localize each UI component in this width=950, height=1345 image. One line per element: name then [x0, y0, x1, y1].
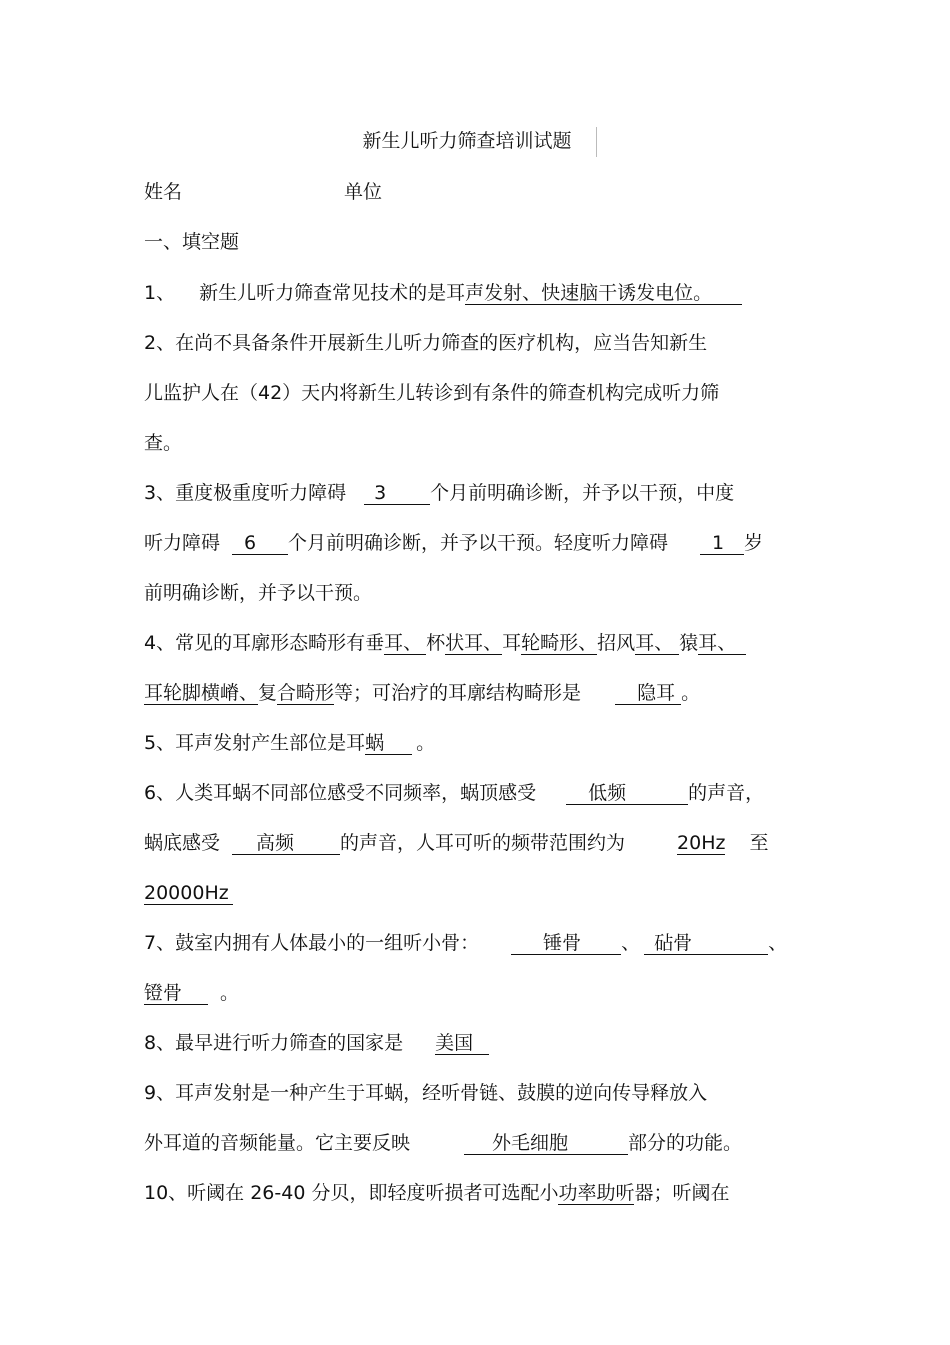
section-heading: 一、填空题 [144, 231, 240, 253]
question-3-line-1: 3、重度极重度听力障碍 3 个月前明确诊断，并予以干预，中度 [144, 482, 735, 504]
answer-blank: 轮畸形、 [521, 632, 598, 654]
question-8: 8、最早进行听力筛查的国家是 美国 [144, 1031, 489, 1055]
answer-blank: 高频 [232, 833, 340, 855]
answer-blank: 耳、 [635, 633, 679, 655]
question-9-line-2: 外耳道的音频能量。它主要反映 外毛细胞 部分的功能。 [144, 1132, 743, 1154]
answer-blank: 耳轮脚横嵴、 [144, 682, 259, 704]
answer-blank: 20000Hz [144, 883, 233, 905]
question-6-line-3 [144, 881, 233, 905]
answer-blank: 隐耳 [615, 683, 681, 705]
header-line [144, 180, 382, 204]
answer-blank: 状耳、 [445, 632, 503, 654]
answer-blank: 合畸形 [277, 682, 335, 704]
question-5: 5、耳声发射产生部位是耳蜗 。 [144, 732, 436, 754]
question-2-line-3: 查。 [144, 432, 183, 454]
question-2-line-2: 儿监护人在（42）天内将新生儿转诊到有条件的筛查机构完成听力筛 [144, 382, 720, 404]
question-4-line-1: 4、常见的耳廓形态畸形有垂耳、 杯状耳、耳轮畸形、招风耳、 猿耳、 [144, 631, 746, 655]
page-title: 新生儿听力筛查培训试题 [362, 130, 572, 152]
question-4-line-2: 耳轮脚横嵴、复合畸形等；可治疗的耳廓结构畸形是 隐耳 。 [144, 682, 701, 704]
question-1: 1、 新生儿听力筛查常见技术的是耳声发射、快速脑干诱发电位。 [144, 281, 742, 305]
answer-blank: 耳、 [384, 633, 426, 655]
answer-blank: 美国 [435, 1033, 489, 1055]
answer-blank: 外毛细胞 [464, 1133, 628, 1155]
question-6-line-1: 6、人类耳蜗不同部位感受不同频率，蜗顶感受 低频 的声音， [144, 782, 765, 804]
answer-blank: 蜗 [365, 733, 412, 755]
answer-blank: 功率助听 [558, 1182, 635, 1204]
unit-label: 单位 [344, 181, 383, 203]
answer-blank: 耳、 [698, 633, 746, 655]
question-10: 10、听阈在 26-40 分贝，即轻度听损者可选配小功率助听器；听阈在 [144, 1182, 730, 1204]
question-3-line-2: 听力障碍 6 个月前明确诊断，并予以干预。轻度听力障碍 1 岁 [144, 532, 764, 554]
answer-blank: 1 [700, 533, 744, 555]
answer-blank: 速脑干诱发电位。 [560, 283, 742, 305]
question-7-line-1: 7、鼓室内拥有人体最小的一组听小骨： 锤骨 、 砧骨 、 [144, 932, 788, 954]
text-cursor-mark [596, 127, 597, 157]
answer-blank: 低频 [566, 783, 688, 805]
answer-blank: 3 [364, 483, 430, 505]
answer-blank: 声发射、快 [465, 282, 561, 304]
question-7-line-2: 镫骨 。 [144, 982, 240, 1004]
answer-blank: 锤骨 [511, 933, 621, 955]
question-3-line-3: 前明确诊断，并予以干预。 [144, 582, 373, 604]
answer-blank: 6 [232, 533, 288, 555]
answer-blank: 20Hz [677, 832, 726, 854]
question-6-line-2: 蜗底感受 高频 的声音，人耳可听的频带范围约为 20Hz 至 [144, 832, 769, 854]
answer-blank: 镫骨 [144, 983, 208, 1005]
question-9-line-1: 9、耳声发射是一种产生于耳蜗，经听骨链、鼓膜的逆向传导释放入 [144, 1082, 708, 1104]
answer-blank: 砧骨 [644, 933, 768, 955]
name-label: 姓名 [144, 181, 183, 203]
question-2-line-1: 2、在尚不具备条件开展新生儿听力筛查的医疗机构，应当告知新生 [144, 332, 708, 354]
